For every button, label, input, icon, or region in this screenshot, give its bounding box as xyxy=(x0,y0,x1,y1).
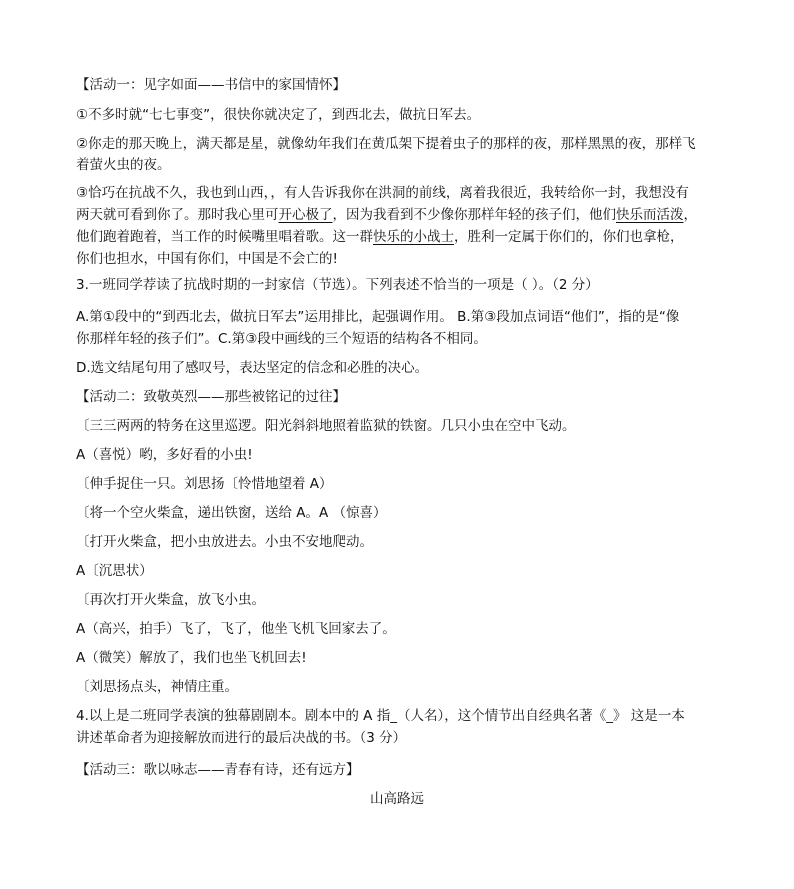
script-line: A（高兴，拍手）飞了，飞了，他坐飞机飞回家去了。 xyxy=(76,621,396,637)
script-line: 〔三三两两的特务在这里巡逻。阳光斜斜地照着监狱的铁窗。几只小虫在空中飞动。 xyxy=(76,418,576,434)
script-line: A〔沉思状） xyxy=(76,563,153,579)
paragraph-3-line-2 xyxy=(76,204,726,227)
underlined-phrase-2: 快乐而活泼 xyxy=(616,207,684,223)
activity3-heading: 【活动三：歌以咏志——青春有诗，还有远方】 xyxy=(76,762,360,778)
question-4-line-1: 4.以上是二班同学表演的独幕剧剧本。剧本中的 A 指_（人名），这个情节出自经典名著《_》 这是一本 xyxy=(76,708,685,724)
text-segment: ，胜利一定属于你们的，你们也拿枪， xyxy=(454,229,684,245)
paragraph-3-line-4: 你们也担水，中国有你们，中国是不会亡的! xyxy=(76,251,338,267)
text-segment: ，因为我看到不少像你那样年轻的孩子们，他们 xyxy=(332,207,616,223)
script-line: A（微笑）解放了，我们也坐飞机回去! xyxy=(76,650,307,666)
script-line: 〔再次打开火柴盒，放飞小虫。 xyxy=(76,592,265,608)
text-segment: ， xyxy=(683,207,697,223)
text-segment: 两天就可看到你了。那时我心里可 xyxy=(76,207,279,223)
script-line: 〔打开火柴盒，把小虫放进去。小虫不安地爬动。 xyxy=(76,534,373,550)
activity2-heading: 【活动二：致敬英烈——那些被铭记的过往】 xyxy=(76,389,346,405)
paragraph-3-line-1: ③恰巧在抗战不久，我也到山西，，有人告诉我你在洪洞的前线，离着我很近，我转给你一封，我想没有 xyxy=(76,185,689,201)
question-3-option-d: D.选文结尾句用了感叹号，表达坚定的信念和必胜的决心。 xyxy=(76,360,429,376)
paragraph-2-line-2: 着萤火虫的夜。 xyxy=(76,157,171,173)
script-line: 〔将一个空火柴盒，递出铁窗，送给 A。A （惊喜） xyxy=(76,505,387,521)
script-line: A（喜悦）哟，多好看的小虫! xyxy=(76,447,253,463)
paragraph-3-line-3 xyxy=(76,226,726,249)
poem-title: 山高路远 xyxy=(370,791,424,807)
paragraph-1: ①不多时就“七七事变”，很快你就决定了，到西北去，做抗日军去。 xyxy=(76,107,481,123)
question-3-options-line-1: A.第①段中的“到西北去，做抗日军去”运用排比，起强调作用。 B.第③段加点词语“他们”，指的是“像 xyxy=(76,309,680,325)
text-segment: 他们跑着跑着，当工作的时候嘴里唱着歌。这一群 xyxy=(76,229,373,245)
question-4-line-2: 讲述革命者为迎接解放而进行的最后决战的书。（3 分） xyxy=(76,730,407,746)
question-3-options-line-2: 你那样年轻的孩子们”。C.第③段中画线的三个短语的结构各不相同。 xyxy=(76,331,487,347)
script-line: 〔伸手捉住一只。刘思扬〔怜惜地望着 A） xyxy=(76,476,333,492)
underlined-phrase-3: 快乐的小战士 xyxy=(373,229,454,245)
paragraph-2-line-1: ②你走的那天晚上，满天都是星，就像幼年我们在黄瓜架下提着虫子的那样的夜，那样黑黑的夜，那样飞 xyxy=(76,136,696,152)
question-3-stem: 3.一班同学荐读了抗战时期的一封家信（节选）。下列表述不恰当的一项是（ ）。（2 分） xyxy=(76,277,599,293)
activity1-heading: 【活动一：见字如面——书信中的家国情怀】 xyxy=(76,77,346,93)
script-line: 〔刘思扬点头，神情庄重。 xyxy=(76,679,238,695)
underlined-phrase-1: 开心极了 xyxy=(278,207,333,223)
